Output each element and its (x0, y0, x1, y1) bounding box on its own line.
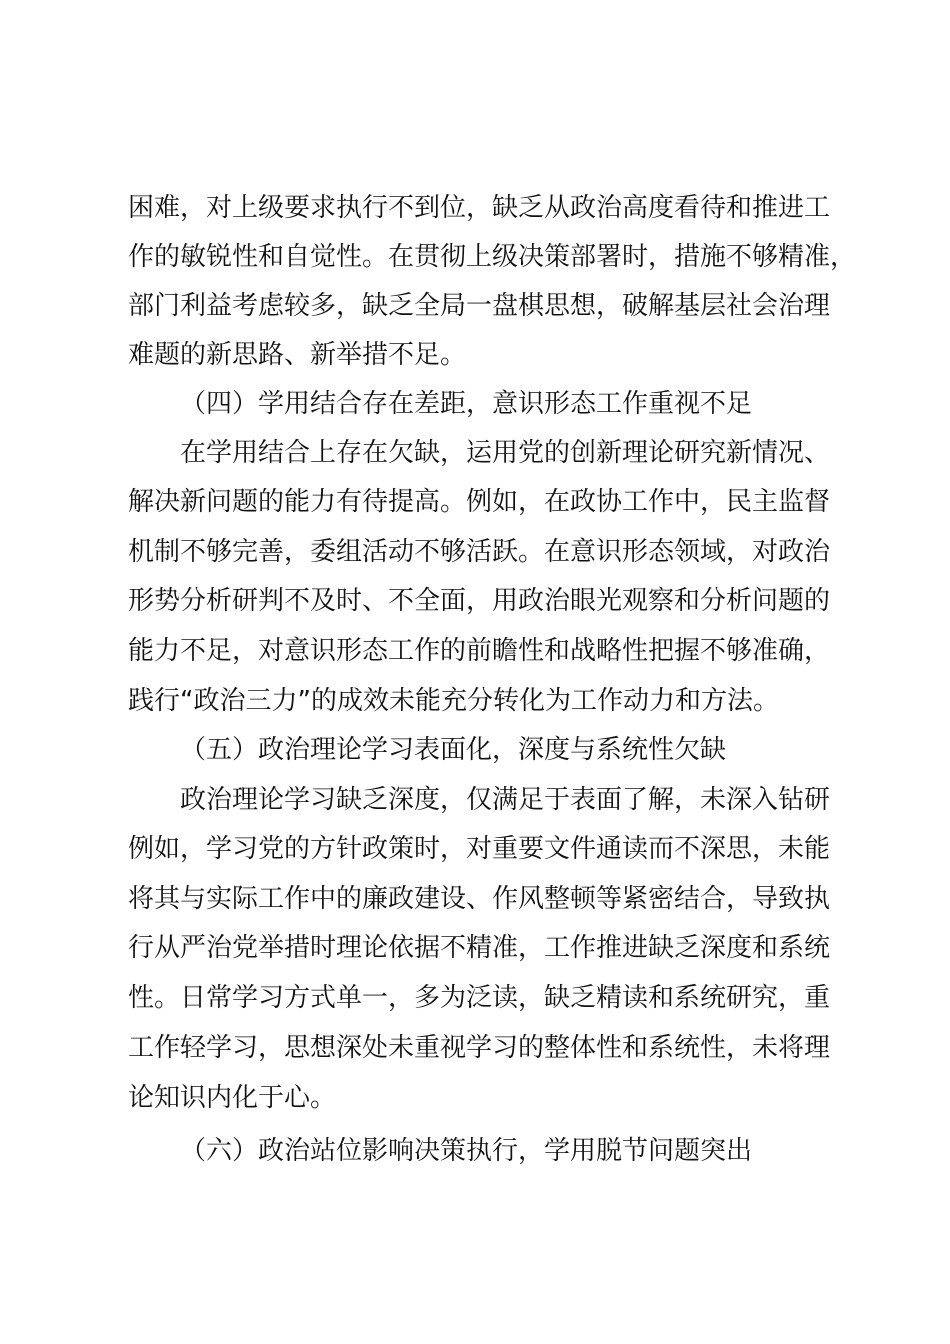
body-line: 形势分析研判不及时、不全面，用政治眼光观察和分析问题的 (128, 586, 831, 616)
paragraph-start: 政治理论学习缺乏深度，仅满足于表面了解，未深入钻研 (180, 785, 831, 815)
body-line: 例如，学习党的方针政策时，对重要文件通读而不深思，未能 (128, 834, 831, 864)
body-line: 践行“政治三力”的成效未能充分转化为工作动力和方法。 (128, 686, 779, 716)
body-line: 作的敏锐性和自觉性。在贯彻上级决策部署时，措施不够精准， (128, 242, 857, 272)
body-line: 将其与实际工作中的廉政建设、作风整顿等紧密结合，导致执 (128, 884, 831, 914)
body-line: 行从严治党举措时理论依据不精准，工作推进缺乏深度和系统 (128, 933, 831, 963)
section-heading-6: （六）政治站位影响决策执行，学用脱节问题突出 (180, 1136, 753, 1166)
paragraph-start: 在学用结合上存在欠缺，运用党的创新理论研究新情况、 (180, 438, 831, 468)
body-line: 性。日常学习方式单一，多为泛读，缺乏精读和系统研究，重 (128, 983, 831, 1013)
body-line: 能力不足，对意识形态工作的前瞻性和战略性把握不够准确， (128, 636, 831, 666)
section-heading-5: （五）政治理论学习表面化，深度与系统性欠缺 (180, 735, 727, 765)
body-line: 工作轻学习，思想深处未重视学习的整体性和系统性，未将理 (128, 1033, 831, 1063)
body-line: 困难，对上级要求执行不到位，缺乏从政治高度看待和推进工 (128, 193, 831, 223)
body-line: 解决新问题的能力有待提高。例如，在政协工作中，民主监督 (128, 487, 831, 517)
section-heading-4: （四）学用结合存在差距，意识形态工作重视不足 (180, 389, 753, 419)
body-line: 难题的新思路、新举措不足。 (128, 340, 467, 370)
body-line: 部门利益考虑较多，缺乏全局一盘棋思想，破解基层社会治理 (128, 291, 831, 321)
body-line: 论知识内化于心。 (128, 1083, 337, 1113)
body-line: 机制不够完善，委组活动不够活跃。在意识形态领域，对政治 (128, 537, 831, 567)
